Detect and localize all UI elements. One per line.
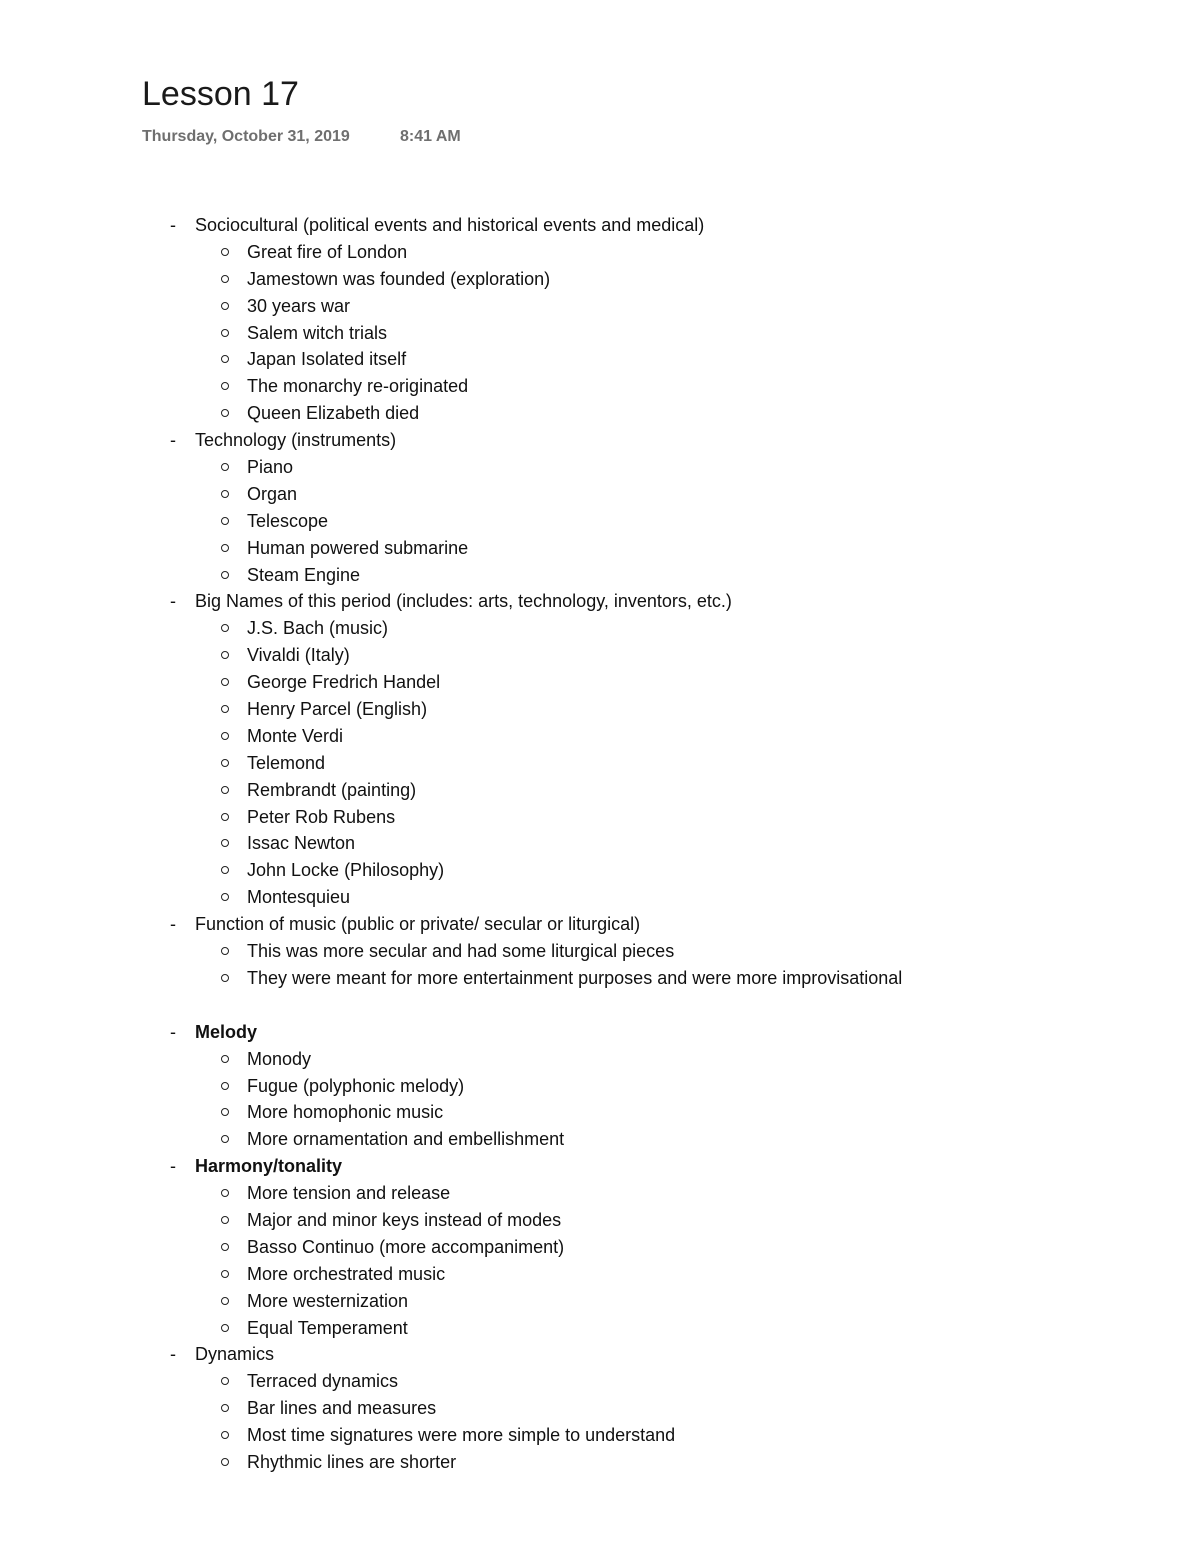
outline-subitem	[0, 454, 1200, 481]
outline-subitem	[0, 1180, 1200, 1207]
circle-bullet-icon	[221, 786, 229, 794]
outline-subitem	[0, 481, 1200, 508]
circle-bullet-icon	[221, 1189, 229, 1197]
circle-bullet-icon	[221, 732, 229, 740]
outline-subitem	[0, 1261, 1200, 1288]
outline-subitem	[0, 669, 1200, 696]
outline-subitem-text: J.S. Bach (music)	[247, 618, 389, 639]
outline-subitem	[0, 346, 1200, 373]
outline-topic-text: Melody	[195, 1021, 258, 1042]
circle-bullet-icon	[221, 302, 229, 310]
outline-subitem-text: Japan Isolated itself	[247, 349, 407, 370]
circle-bullet-icon	[221, 839, 229, 847]
circle-bullet-icon	[221, 866, 229, 874]
outline-subitem	[0, 400, 1200, 427]
circle-bullet-icon	[221, 517, 229, 525]
outline-topic	[0, 1153, 1200, 1180]
outline-subitem	[0, 723, 1200, 750]
circle-bullet-icon	[221, 624, 229, 632]
outline-subitem	[0, 508, 1200, 535]
circle-bullet-icon	[221, 463, 229, 471]
dash-bullet: -	[170, 591, 176, 612]
outline-topic-text: Sociocultural (political events and historical events and medical)	[195, 215, 705, 235]
outline-subitem-text: Rembrandt (painting)	[247, 779, 417, 800]
outline-subitem-text: More westernization	[247, 1290, 409, 1311]
circle-bullet-icon	[221, 1404, 229, 1412]
dash-bullet: -	[170, 914, 176, 935]
outline-topic	[0, 911, 1200, 938]
outline-subitem	[0, 266, 1200, 293]
outline-subitem-text: Terraced dynamics	[247, 1371, 399, 1392]
note-date: Thursday, October 31, 2019	[142, 128, 350, 145]
outline-subitem-text: Fugue (polyphonic melody)	[247, 1075, 465, 1096]
outline-subitem-text: Great fire of London	[247, 241, 408, 262]
circle-bullet-icon	[221, 705, 229, 713]
circle-bullet-icon	[221, 1082, 229, 1090]
outline-subitem	[0, 293, 1200, 320]
outline-subitem-text: Queen Elizabeth died	[247, 403, 420, 424]
circle-bullet-icon	[221, 893, 229, 901]
circle-bullet-icon	[221, 248, 229, 256]
circle-bullet-icon	[221, 275, 229, 283]
outline-subitem	[0, 642, 1200, 669]
outline-subitem	[0, 1315, 1200, 1342]
outline-subitem	[0, 1422, 1200, 1449]
outline-subitem-text: Telescope	[247, 510, 329, 531]
outline-topic	[0, 1341, 1200, 1368]
outline-subitem	[0, 857, 1200, 884]
outline-subitem-text: George Fredrich Handel	[247, 672, 441, 693]
circle-bullet-icon	[221, 1270, 229, 1278]
outline-subitem	[0, 1126, 1200, 1153]
outline-subitem	[0, 777, 1200, 804]
outline-subitem	[0, 1073, 1200, 1100]
outline-subitem	[0, 562, 1200, 589]
circle-bullet-icon	[221, 490, 229, 498]
dash-bullet: -	[170, 1344, 176, 1365]
page-title: Lesson 17	[142, 75, 299, 113]
outline-subitem	[0, 750, 1200, 777]
outline-topic-text: Dynamics	[195, 1344, 275, 1365]
blank-line	[0, 992, 1200, 1019]
outline-subitem-text: Most time signatures were more simple to understand	[247, 1425, 676, 1446]
outline-subitem	[0, 1368, 1200, 1395]
outline-subitem-text: Salem witch trials	[247, 322, 388, 343]
outline-subitem-text: Monte Verdi	[247, 725, 344, 746]
outline-subitem-text: Vivaldi (Italy)	[247, 645, 350, 666]
dash-bullet: -	[170, 430, 176, 451]
outline-subitem-text: Organ	[247, 483, 298, 504]
circle-bullet-icon	[221, 382, 229, 390]
circle-bullet-icon	[221, 651, 229, 659]
outline-subitem-text: Equal Temperament	[247, 1317, 408, 1338]
outline-subitem	[0, 696, 1200, 723]
outline-subitem	[0, 1234, 1200, 1261]
outline-topic	[0, 1019, 1200, 1046]
circle-bullet-icon	[221, 571, 229, 579]
outline-subitem	[0, 965, 1200, 992]
outline-subitem-text: They were meant for more entertainment purposes and were more improvisational	[247, 967, 903, 988]
outline-subitem	[0, 320, 1200, 347]
outline-subitem-text: This was more secular and had some liturgical pieces	[247, 941, 675, 962]
circle-bullet-icon	[221, 678, 229, 686]
outline-subitem-text: Telemond	[247, 752, 326, 773]
outline-subitem-text: More homophonic music	[247, 1102, 444, 1123]
outline-topic	[0, 427, 1200, 454]
outline-topic	[0, 212, 1200, 239]
outline-subitem	[0, 1395, 1200, 1422]
circle-bullet-icon	[221, 1135, 229, 1143]
circle-bullet-icon	[221, 947, 229, 955]
circle-bullet-icon	[221, 1458, 229, 1466]
outline-topic-text: Harmony/tonality	[195, 1156, 343, 1177]
outline-subitem	[0, 373, 1200, 400]
circle-bullet-icon	[221, 544, 229, 552]
outline-subitem	[0, 1449, 1200, 1476]
outline-subitem-text: More ornamentation and embellishment	[247, 1129, 565, 1150]
circle-bullet-icon	[221, 759, 229, 767]
circle-bullet-icon	[221, 355, 229, 363]
outline-subitem-text: Monody	[247, 1048, 312, 1069]
outline-list	[0, 212, 1200, 1476]
outline-subitem-text: Rhythmic lines are shorter	[247, 1451, 457, 1472]
outline-subitem-text: Steam Engine	[247, 564, 361, 585]
note-timestamp	[142, 126, 461, 148]
outline-subitem-text: The monarchy re-originated	[247, 376, 469, 397]
circle-bullet-icon	[221, 1243, 229, 1251]
outline-subitem-text: Basso Continuo (more accompaniment)	[247, 1236, 565, 1257]
outline-subitem-text: John Locke (Philosophy)	[247, 860, 445, 881]
outline-subitem	[0, 830, 1200, 857]
outline-subitem-text: Jamestown was founded (exploration)	[247, 268, 551, 289]
outline-subitem-text: Peter Rob Rubens	[247, 806, 396, 827]
outline-subitem	[0, 1099, 1200, 1126]
circle-bullet-icon	[221, 1108, 229, 1116]
dash-bullet: -	[170, 1021, 176, 1042]
outline-subitem	[0, 1046, 1200, 1073]
circle-bullet-icon	[221, 329, 229, 337]
outline-subitem-text: More tension and release	[247, 1183, 451, 1204]
outline-subitem-text: Major and minor keys instead of modes	[247, 1209, 562, 1230]
outline-topic-text: Technology (instruments)	[195, 430, 397, 451]
outline-subitem-text: More orchestrated music	[247, 1263, 446, 1284]
outline-subitem-text: Issac Newton	[247, 833, 356, 854]
note-time: 8:41 AM	[400, 128, 461, 145]
circle-bullet-icon	[221, 1431, 229, 1439]
outline-subitem	[0, 884, 1200, 911]
circle-bullet-icon	[221, 1324, 229, 1332]
circle-bullet-icon	[221, 1297, 229, 1305]
outline-subitem	[0, 804, 1200, 831]
outline-subitem	[0, 535, 1200, 562]
outline-subitem	[0, 938, 1200, 965]
outline-subitem	[0, 615, 1200, 642]
outline-subitem-text: Human powered submarine	[247, 537, 469, 558]
outline-subitem-text: Montesquieu	[247, 887, 351, 908]
circle-bullet-icon	[221, 1377, 229, 1385]
outline-subitem-text: 30 years war	[247, 295, 351, 316]
outline-subitem-text: Bar lines and measures	[247, 1398, 437, 1419]
outline-topic-text: Big Names of this period (includes: arts, technology, inventors, etc.)	[195, 591, 732, 612]
outline-subitem	[0, 1288, 1200, 1315]
circle-bullet-icon	[221, 813, 229, 821]
outline-topic-text: Function of music (public or private/ secular or liturgical)	[195, 914, 641, 935]
outline-subitem	[0, 1207, 1200, 1234]
dash-bullet: -	[170, 1156, 176, 1177]
outline-subitem-text: Piano	[247, 457, 294, 478]
circle-bullet-icon	[221, 974, 229, 982]
outline-subitem	[0, 239, 1200, 266]
circle-bullet-icon	[221, 1055, 229, 1063]
outline-topic	[0, 588, 1200, 615]
outline-subitem-text: Henry Parcel (English)	[247, 699, 428, 720]
circle-bullet-icon	[221, 409, 229, 417]
circle-bullet-icon	[221, 1216, 229, 1224]
dash-bullet: -	[170, 215, 176, 235]
